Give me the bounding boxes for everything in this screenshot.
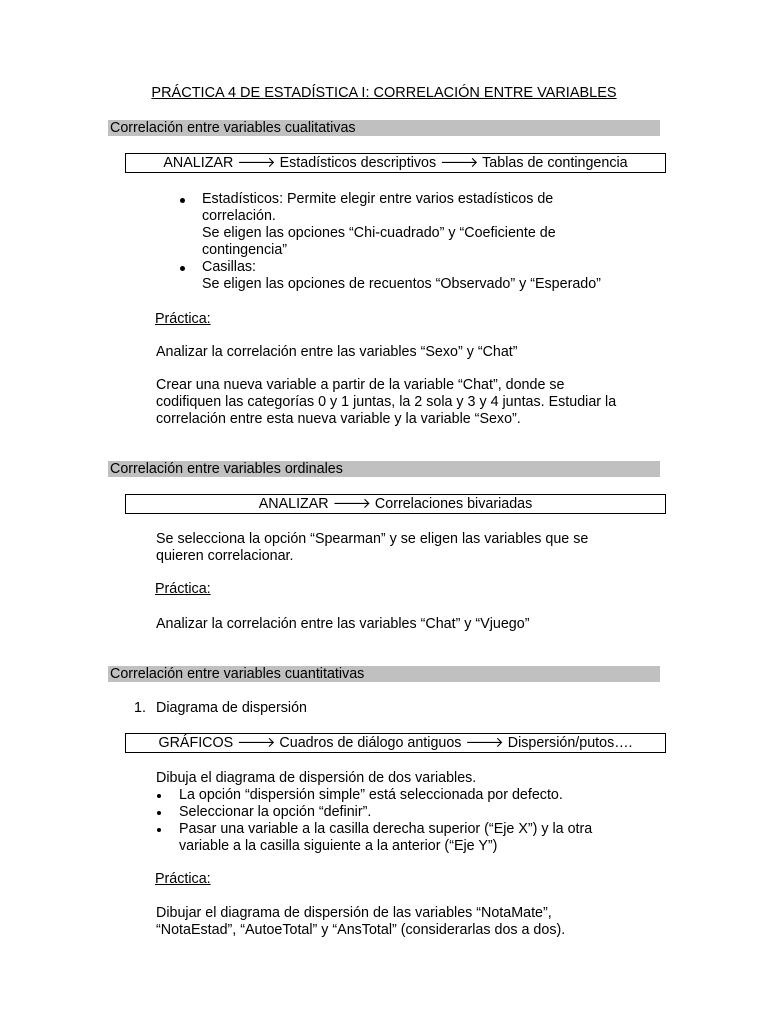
command-box-cualitativas: ANALIZAR 🡒 Estadísticos descriptivos 🡒 Tablas de contingencia: [125, 153, 666, 173]
bullet-dot-icon: [157, 828, 161, 832]
bullet-dot-icon: [157, 794, 161, 798]
section-header-cuantitativas: Correlación entre variables cuantitativas: [108, 666, 660, 682]
bullet-estadisticos-line4: contingencia”: [202, 242, 288, 258]
section-header-cualitativas: Correlación entre variables cualitativas: [108, 120, 660, 136]
bullet-dot-icon: [157, 811, 161, 815]
section-header-ordinales: Correlación entre variables ordinales: [108, 461, 660, 477]
practica-text-nueva-variable-line2: codifiquen las categorías 0 y 1 juntas, la 2 sola y 3 y 4 juntas. Estudiar la: [156, 394, 617, 410]
practica-dispersion-line2: “NotaEstad”, “AutoeTotal” y “AnsTotal” (considerarlas dos a dos).: [156, 922, 566, 938]
bullet-casillas-line2: Se eligen las opciones de recuentos “Observado” y “Esperado”: [202, 276, 601, 292]
practica-text-chat-vjuego: Analizar la correlación entre las variables “Chat” y “Vjuego”: [156, 616, 530, 632]
practica-label-cuantitativas: Práctica:: [155, 871, 211, 887]
ordinales-text-line1: Se selecciona la opción “Spearman” y se eligen las variables que se: [156, 531, 589, 547]
practica-text-nueva-variable-line3: correlación entre esta nueva variable y la variable “Sexo”.: [156, 411, 521, 427]
page-title: PRÁCTICA 4 DE ESTADÍSTICA I: CORRELACIÓN ENTRE VARIABLES: [151, 85, 617, 101]
practica-text-sexo-chat: Analizar la correlación entre las variables “Sexo” y “Chat”: [156, 344, 518, 360]
bullet-dot-icon: [180, 198, 185, 203]
bullet-dot-icon: [180, 266, 185, 271]
command-box-cuantitativas: GRÁFICOS 🡒 Cuadros de diálogo antiguos 🡒 Dispersión/putos….: [125, 733, 666, 753]
bullet-ejes-line2: variable a la casilla siguiente a la anterior (“Eje Y”): [179, 838, 498, 854]
bullet-dispersion-simple: La opción “dispersión simple” está seleccionada por defecto.: [179, 787, 563, 803]
practica-text-nueva-variable-line1: Crear una nueva variable a partir de la variable “Chat”, donde se: [156, 377, 565, 393]
bullet-casillas-line1: Casillas:: [202, 259, 257, 275]
bullet-estadisticos-line1: Estadísticos: Permite elegir entre varios estadísticos de: [202, 191, 554, 207]
practica-label-ordinales: Práctica:: [155, 581, 211, 597]
bullet-ejes-line1: Pasar una variable a la casilla derecha superior (“Eje X”) y la otra: [179, 821, 593, 837]
bullet-estadisticos-line2: correlación.: [202, 208, 276, 224]
list-item-diagrama-dispersion: Diagrama de dispersión: [156, 700, 307, 716]
ordinales-text-line2: quieren correlacionar.: [156, 548, 294, 564]
command-box-ordinales: ANALIZAR 🡒 Correlaciones bivariadas: [125, 494, 666, 514]
list-item-number: 1.: [134, 700, 146, 716]
practica-label-cualitativas: Práctica:: [155, 311, 211, 327]
cuantitativas-intro: Dibuja el diagrama de dispersión de dos variables.: [156, 770, 477, 786]
practica-dispersion-line1: Dibujar el diagrama de dispersión de las variables “NotaMate”,: [156, 905, 552, 921]
bullet-estadisticos-line3: Se eligen las opciones “Chi-cuadrado” y “Coeficiente de: [202, 225, 556, 241]
bullet-definir: Seleccionar la opción “definir”.: [179, 804, 372, 820]
